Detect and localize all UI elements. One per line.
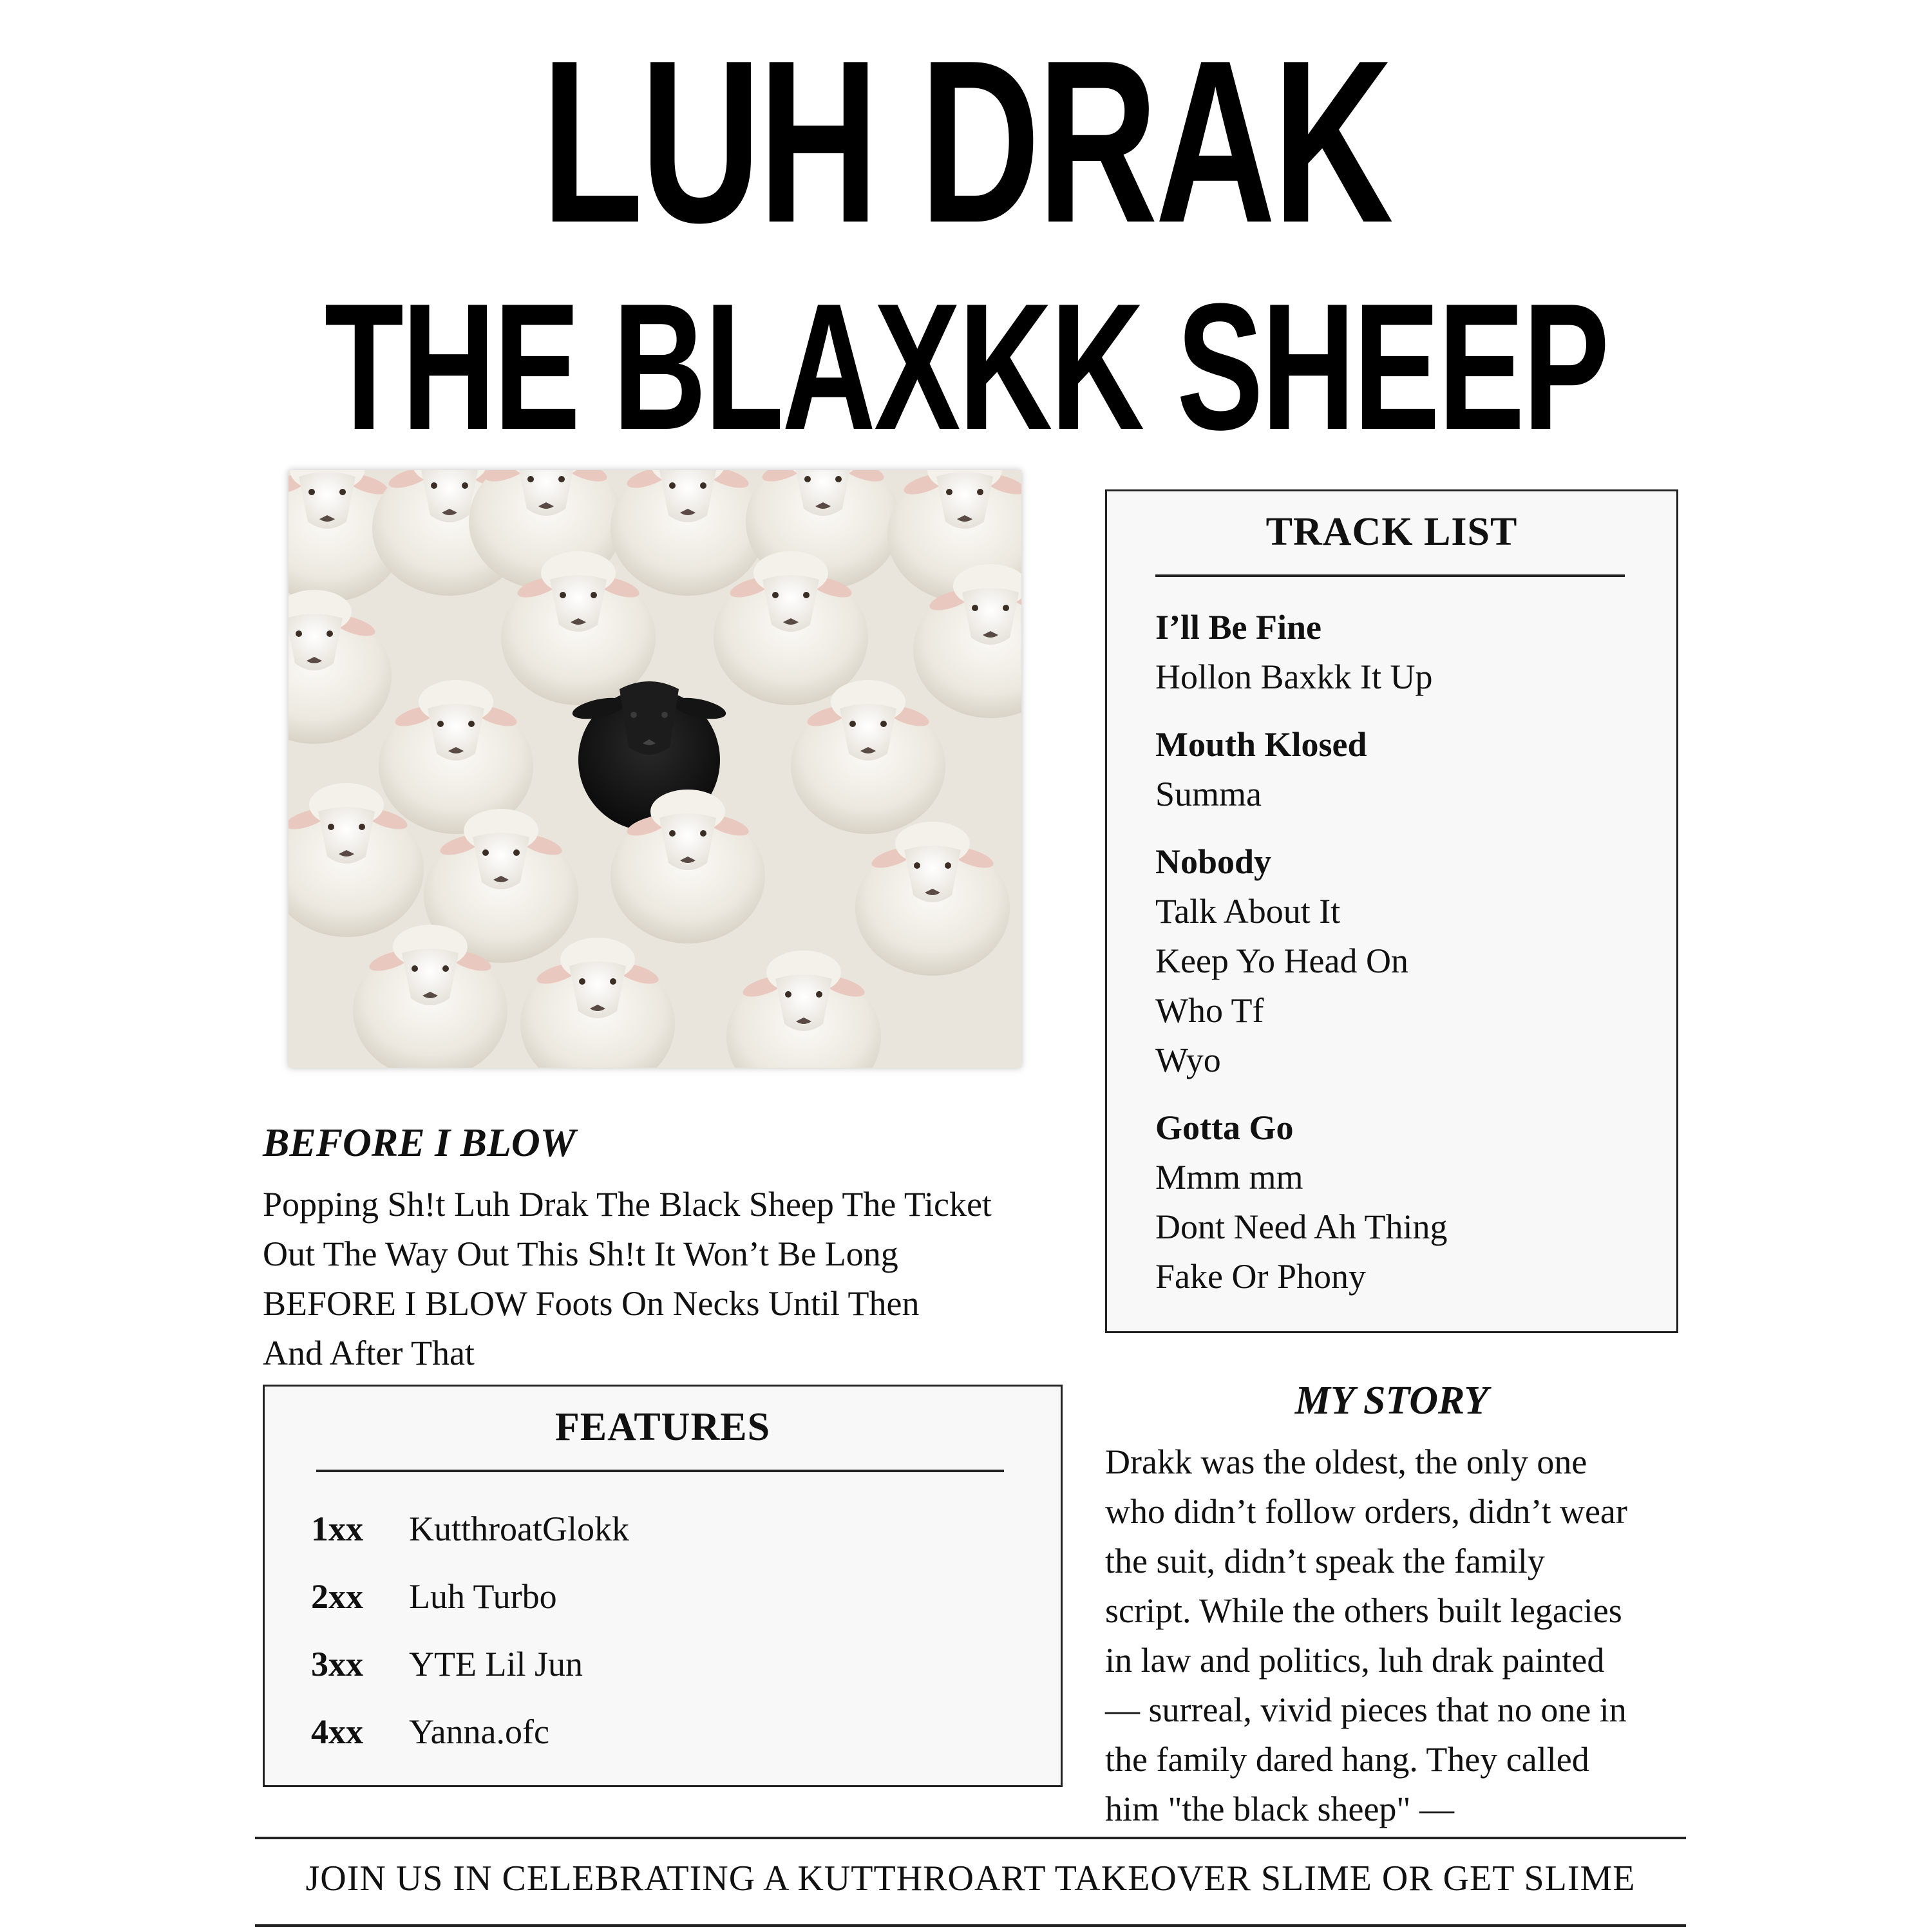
track-title: Talk About It — [1155, 892, 1341, 931]
track-title: Gotta Go — [1155, 1108, 1294, 1147]
text-line: the family dared hang. They called — [1105, 1740, 1589, 1779]
feature-name: Luh Turbo — [409, 1577, 557, 1616]
feature-item — [311, 1563, 1061, 1631]
features-heading: FEATURES — [554, 1405, 771, 1449]
track-group — [1155, 1103, 1676, 1302]
footer-bottom-rule — [255, 1924, 1686, 1927]
track-list-box — [1105, 489, 1678, 1333]
text-line: in law and politics, luh drak painted — [1105, 1641, 1605, 1680]
track-list — [1107, 577, 1676, 1302]
text-line: Drakk was the oldest, the only one — [1105, 1443, 1587, 1481]
text-line: him "the black sheep" — — [1105, 1790, 1454, 1828]
features-box — [263, 1385, 1063, 1787]
my-story-text — [1105, 1437, 1685, 1834]
track-group — [1155, 603, 1676, 702]
track-title: Hollon Baxkk It Up — [1155, 658, 1433, 696]
before-i-blow-text — [263, 1180, 1100, 1378]
feature-number: 4xx — [311, 1712, 363, 1751]
track-title: Wyo — [1155, 1041, 1221, 1079]
track-title: Dont Need Ah Thing — [1155, 1208, 1448, 1246]
feature-name: KutthroatGlokk — [409, 1510, 629, 1548]
text-line: BEFORE I BLOW Foots On Necks Until Then — [263, 1284, 920, 1323]
track-title: Mouth Klosed — [1155, 725, 1367, 764]
feature-number: 2xx — [311, 1577, 363, 1616]
footer-top-rule — [255, 1837, 1686, 1839]
feature-item — [311, 1495, 1061, 1563]
sheep-flock-illustration — [289, 470, 1021, 1068]
feature-item — [311, 1698, 1061, 1766]
title-line-2: THE BLAXKK SHEEP — [324, 267, 1608, 468]
footer-banner: JOIN US IN CELEBRATING A KUTTHROART TAKEOVER SLIME OR GET SLIME — [305, 1859, 1636, 1899]
title-line-1: LUH DRAK — [541, 12, 1391, 271]
text-line: script. While the others built legacies — [1105, 1591, 1622, 1630]
text-line: the suit, didn’t speak the family — [1105, 1542, 1545, 1580]
black-sheep-photo — [289, 470, 1021, 1068]
text-line: Popping Sh!t Luh Drak The Black Sheep The Ticket — [263, 1185, 992, 1224]
before-i-blow-heading: BEFORE I BLOW — [263, 1121, 576, 1165]
track-title: I’ll Be Fine — [1155, 608, 1321, 647]
track-group — [1155, 720, 1676, 819]
feature-name: YTE Lil Jun — [409, 1645, 583, 1683]
text-line: Out The Way Out This Sh!t It Won’t Be Long — [263, 1235, 898, 1273]
feature-name: Yanna.ofc — [409, 1712, 549, 1751]
track-title: Nobody — [1155, 842, 1272, 881]
text-line: And After That — [263, 1334, 475, 1372]
track-title: Who Tf — [1155, 991, 1264, 1030]
feature-item — [311, 1631, 1061, 1698]
my-story-heading: MY STORY — [1294, 1379, 1489, 1423]
track-title: Mmm mm — [1155, 1158, 1303, 1197]
track-group — [1155, 837, 1676, 1085]
feature-number: 3xx — [311, 1645, 363, 1683]
track-title: Keep Yo Head On — [1155, 942, 1408, 980]
track-list-heading: TRACK LIST — [1265, 510, 1518, 554]
feature-number: 1xx — [311, 1510, 363, 1548]
text-line: who didn’t follow orders, didn’t wear — [1105, 1492, 1627, 1531]
track-title: Summa — [1155, 775, 1262, 813]
features-list — [265, 1472, 1061, 1766]
track-title: Fake Or Phony — [1155, 1257, 1366, 1296]
text-line: — surreal, vivid pieces that no one in — [1105, 1690, 1627, 1729]
